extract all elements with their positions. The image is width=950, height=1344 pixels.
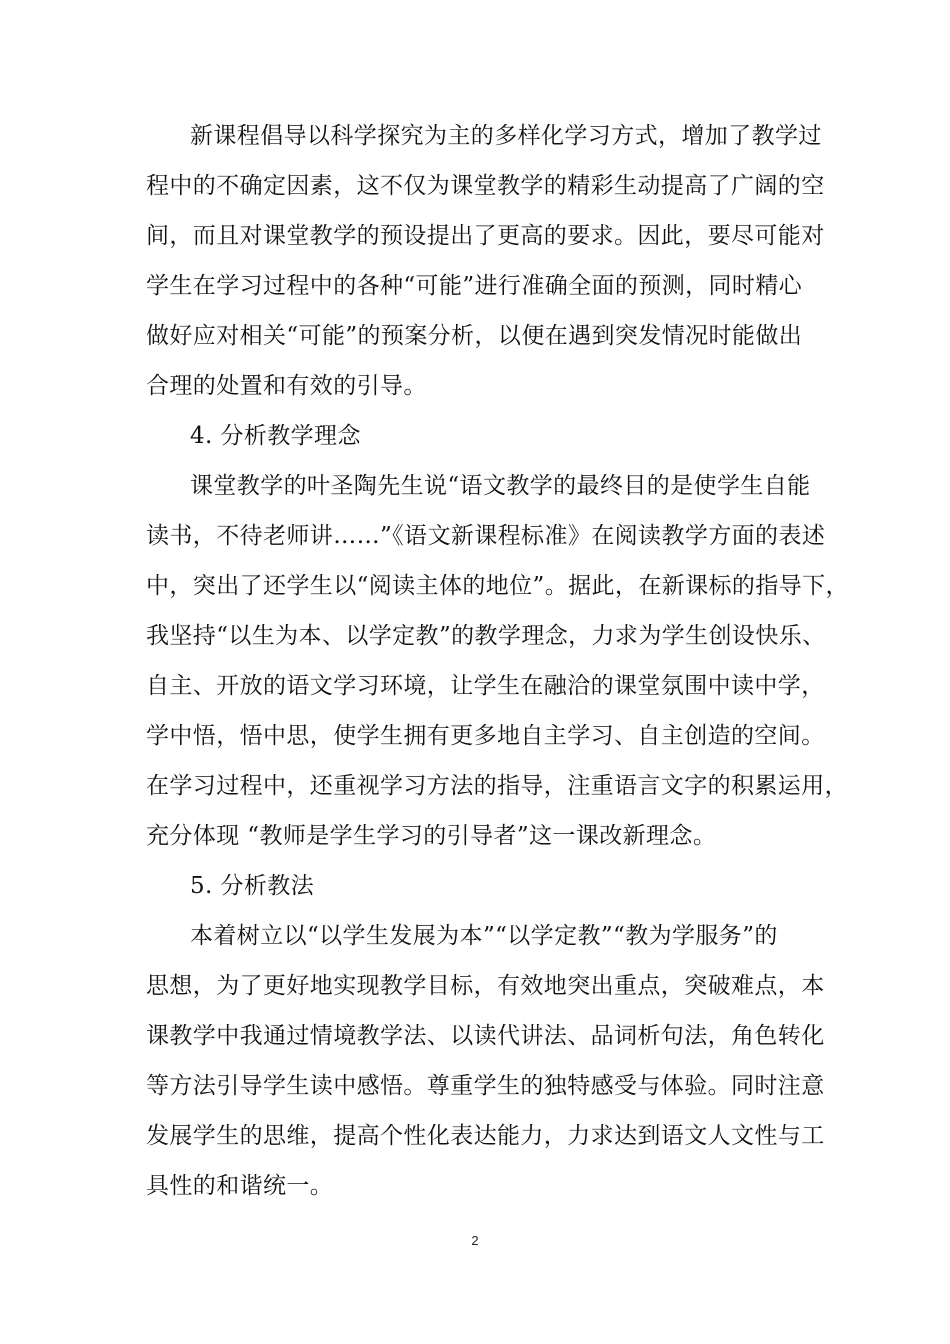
paragraph-line: 学生在学习过程中的各种“可能”进行准确全面的预测，同时精心 (146, 273, 803, 299)
paragraph-line: 充分体现 “教师是学生学习的引导者”这一课改新理念。 (146, 823, 717, 849)
page-number: 2 (471, 1233, 479, 1248)
paragraph-line: 程中的不确定因素，这不仅为课堂教学的精彩生动提高了广阔的空 (146, 173, 825, 199)
paragraph-line: 课教学中我通过情境教学法、以读代讲法、品词析句法，角色转化 (146, 1023, 825, 1049)
paragraph-line: 思想，为了更好地实现教学目标，有效地突出重点，突破难点，本 (146, 973, 825, 999)
paragraph-line: 课堂教学的叶圣陶先生说“语文教学的最终目的是使学生自能 (190, 473, 811, 499)
section-heading: 4. 分析教学理念 (190, 423, 361, 449)
paragraph-line: 我坚持“以生为本、以学定教”的教学理念，力求为学生创设快乐、 (146, 623, 826, 649)
section-heading: 5. 分析教法 (190, 873, 315, 899)
paragraph-line: 发展学生的思维，提高个性化表达能力，力求达到语文人文性与工 (146, 1123, 825, 1149)
paragraph-line: 本着树立以“以学生发展为本”“以学定教”“教为学服务”的 (190, 923, 778, 949)
paragraph-line: 学中悟，悟中思，使学生拥有更多地自主学习、自主创造的空间。 (146, 723, 825, 749)
paragraph-line: 在学习过程中，还重视学习方法的指导，注重语言文字的积累运用， (146, 773, 848, 799)
paragraph-line: 具性的和谐统一。 (146, 1173, 334, 1199)
paragraph-line: 做好应对相关“可能”的预案分析，以便在遇到突发情况时能做出 (146, 323, 803, 349)
paragraph-line: 中，突出了还学生以“阅读主体的地位”。据此，在新课标的指导下， (146, 573, 849, 599)
paragraph-line: 合理的处置和有效的引导。 (146, 373, 427, 399)
paragraph-line: 新课程倡导以科学探究为主的多样化学习方式，增加了教学过 (190, 123, 822, 149)
paragraph-line: 读书，不待老师讲……”《语文新课程标准》在阅读教学方面的表述 (146, 523, 826, 549)
paragraph-line: 间，而且对课堂教学的预设提出了更高的要求。因此，要尽可能对 (146, 223, 825, 249)
paragraph-line: 自主、开放的语文学习环境，让学生在融洽的课堂氛围中读中学， (146, 673, 825, 699)
paragraph-line: 等方法引导学生读中感悟。尊重学生的独特感受与体验。同时注意 (146, 1073, 825, 1099)
